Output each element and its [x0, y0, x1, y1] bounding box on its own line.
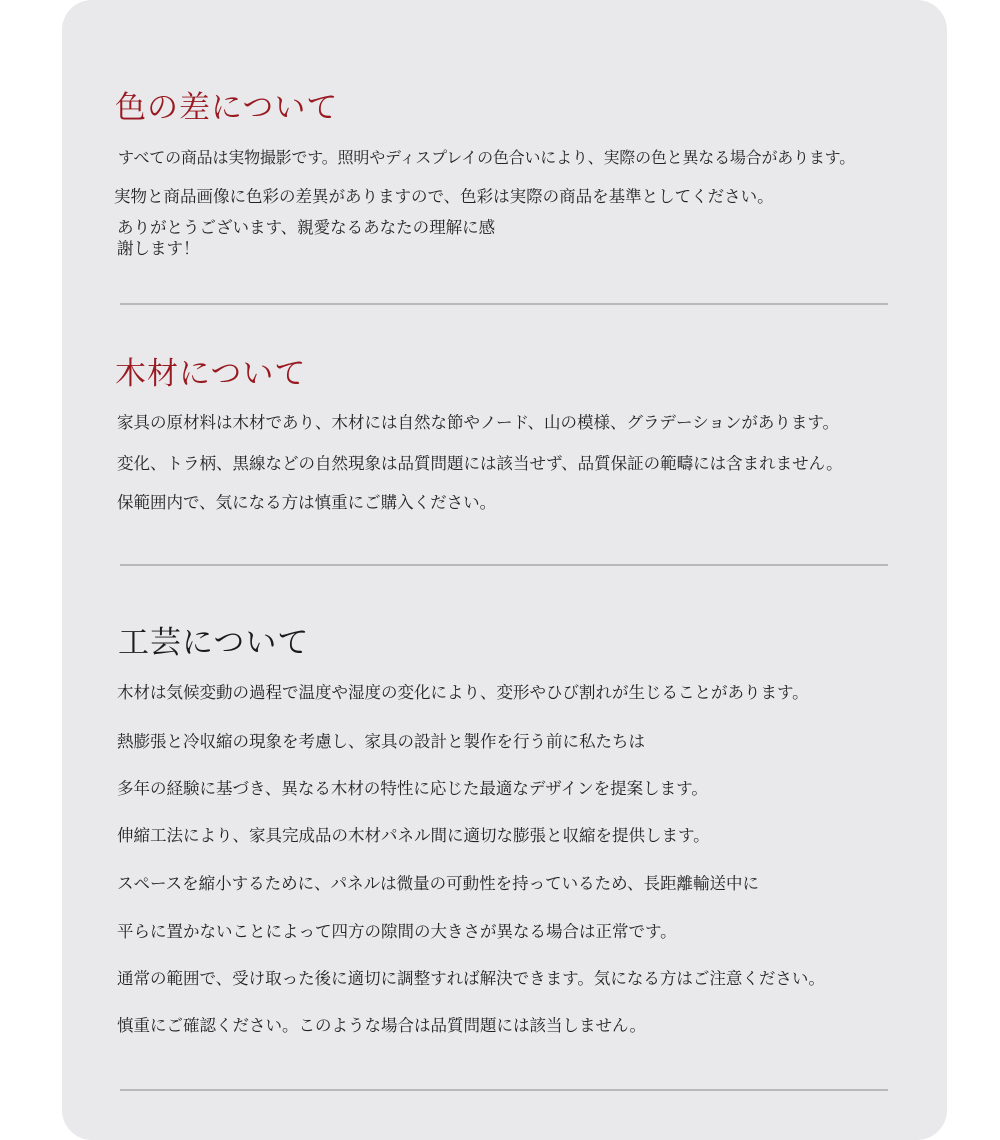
section-title-craftsmanship: 工芸について	[118, 625, 310, 661]
paragraph-text: 保範囲内で、気になる方は慎重にご購入ください。	[117, 493, 497, 512]
paragraph-text: スペースを縮小するために、パネルは微量の可動性を持っているため、長距離輸送中に	[117, 874, 760, 893]
section-divider	[120, 1089, 888, 1091]
paragraph-text: 多年の経験に基づき、異なる木材の特性に応じた最適なデザインを提案します。	[117, 779, 708, 798]
paragraph-text: 実物と商品画像に色彩の差異がありますので、色彩は実際の商品を基準としてください。	[114, 187, 774, 206]
paragraph-text: 伸縮工法により、家具完成品の木材パネル間に適切な膨張と収縮を提供します。	[117, 826, 710, 845]
paragraph-text: 変化、トラ柄、黒線などの自然現象は品質問題には該当せず、品質保証の範疇には含まれません。	[117, 454, 843, 473]
paragraph-text: すべての商品は実物撮影です。照明やディスプレイの色合いにより、実際の色と異なる場合があります。	[118, 148, 856, 167]
section-title-wood: 木材について	[115, 356, 307, 392]
paragraph-text: 慎重にご確認ください。このような場合は品質問題には該当しません。	[117, 1016, 646, 1035]
paragraph-text: 熱膨張と冷収縮の現象を考慮し、家具の設計と製作を行う前に私たちは	[117, 732, 645, 751]
paragraph-text: 木材は気候変動の過程で温度や湿度の変化により、変形やひび割れが生じることがあります。	[117, 683, 809, 702]
paragraph-text: 平らに置かないことによって四方の隙間の大きさが異なる場合は正常です。	[117, 922, 677, 941]
paragraph-text: 通常の範囲で、受け取った後に適切に調整すれば解決できます。気になる方はご注意ください。	[117, 969, 825, 988]
paragraph-text: 家具の原材料は木材であり、木材には自然な節やノード、山の模様、グラデーションがあります。	[117, 413, 840, 432]
notice-card	[62, 0, 947, 1140]
section-divider	[120, 303, 888, 305]
section-divider	[120, 564, 888, 566]
paragraph-text: ありがとうございます、親愛なるあなたの理解に感謝します！	[117, 218, 496, 258]
section-title-color-difference: 色の差について	[115, 90, 339, 126]
